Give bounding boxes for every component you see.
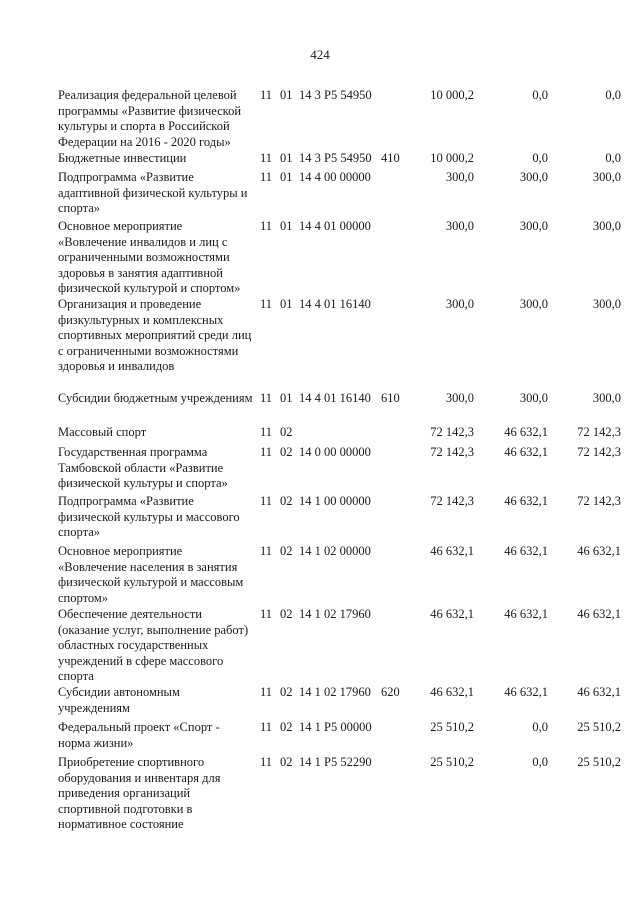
- row-target-article: 14 1 P5 52290: [299, 755, 372, 769]
- row-razdel: 11: [260, 494, 273, 508]
- row-amount-1: 300,0: [445, 170, 474, 184]
- row-razdel: 11: [260, 445, 273, 459]
- row-amount-2: 46 632,1: [504, 607, 548, 621]
- row-amount-2: 0,0: [532, 151, 548, 165]
- row-podrazdel: 02: [280, 494, 293, 508]
- row-amount-1: 46 632,1: [430, 607, 474, 621]
- row-podrazdel: 01: [280, 170, 293, 184]
- row-amount-3: 72 142,3: [577, 494, 621, 508]
- row-razdel: 11: [260, 607, 273, 621]
- row-amount-1: 72 142,3: [430, 494, 474, 508]
- row-name: Подпрограмма «Развитие адаптивной физической культуры и спорта»: [58, 170, 248, 216]
- row-amount-2: 300,0: [519, 297, 548, 311]
- row-amount-2: 46 632,1: [504, 494, 548, 508]
- row-amount-1: 46 632,1: [430, 544, 474, 558]
- row-name: Субсидии бюджетным учреждениям: [58, 391, 253, 405]
- row-amount-2: 300,0: [519, 391, 548, 405]
- row-target-article: 14 4 01 16140: [299, 391, 371, 405]
- row-podrazdel: 02: [280, 445, 293, 459]
- row-razdel: 11: [260, 720, 273, 734]
- row-amount-3: 72 142,3: [577, 445, 621, 459]
- row-amount-3: 25 510,2: [577, 720, 621, 734]
- row-podrazdel: 02: [280, 755, 293, 769]
- row-name: Государственная программа Тамбовской области «Развитие физической культуры и спорта»: [58, 445, 228, 491]
- row-target-article: 14 1 02 17960: [299, 607, 371, 621]
- row-target-article: 14 3 P5 54950: [299, 88, 372, 102]
- row-amount-1: 300,0: [445, 391, 474, 405]
- row-name: Приобретение спортивного оборудования и инвентаря для приведения организаций спортивной подготовки в нормативное состояние: [58, 755, 221, 832]
- row-name: Бюджетные инвестиции: [58, 151, 187, 165]
- row-amount-1: 300,0: [445, 219, 474, 233]
- row-amount-3: 300,0: [592, 170, 621, 184]
- row-amount-2: 46 632,1: [504, 425, 548, 439]
- row-name: Массовый спорт: [58, 425, 147, 439]
- row-name: Субсидии автономным учреждениям: [58, 685, 180, 715]
- row-podrazdel: 02: [280, 544, 293, 558]
- row-razdel: 11: [260, 219, 273, 233]
- row-name: Подпрограмма «Развитие физической культуры и массового спорта»: [58, 494, 240, 540]
- row-podrazdel: 02: [280, 720, 293, 734]
- row-name: Основное мероприятие «Вовлечение инвалидов и лиц с ограниченными возможностями здоровья в занятия адаптивной физической культурой и спортом»: [58, 219, 241, 296]
- row-target-article: 14 1 02 00000: [299, 544, 371, 558]
- row-name: Федеральный проект «Спорт - норма жизни»: [58, 720, 220, 750]
- row-amount-1: 25 510,2: [430, 720, 474, 734]
- row-amount-3: 25 510,2: [577, 755, 621, 769]
- row-amount-3: 300,0: [592, 391, 621, 405]
- row-amount-2: 46 632,1: [504, 445, 548, 459]
- row-amount-1: 10 000,2: [430, 151, 474, 165]
- row-amount-2: 300,0: [519, 170, 548, 184]
- row-podrazdel: 01: [280, 297, 293, 311]
- row-target-article: 14 1 P5 00000: [299, 720, 372, 734]
- row-podrazdel: 01: [280, 88, 293, 102]
- row-podrazdel: 01: [280, 151, 293, 165]
- row-amount-1: 25 510,2: [430, 755, 474, 769]
- row-name: Основное мероприятие «Вовлечение населения в занятия физической культурой и массовым спортом»: [58, 544, 244, 605]
- row-amount-2: 0,0: [532, 88, 548, 102]
- row-razdel: 11: [260, 425, 273, 439]
- row-name: Обеспечение деятельности (оказание услуг, выполнение работ) областных государственных учреждений в сфере массового спорта: [58, 607, 249, 684]
- row-podrazdel: 01: [280, 391, 293, 405]
- row-target-article: 14 1 00 00000: [299, 494, 371, 508]
- row-podrazdel: 02: [280, 425, 293, 439]
- row-podrazdel: 02: [280, 685, 293, 699]
- page-number: 424: [310, 47, 330, 62]
- row-amount-2: 300,0: [519, 219, 548, 233]
- row-amount-1: 10 000,2: [430, 88, 474, 102]
- row-target-article: 14 0 00 00000: [299, 445, 371, 459]
- row-podrazdel: 02: [280, 607, 293, 621]
- row-target-article: 14 4 00 00000: [299, 170, 371, 184]
- row-amount-3: 0,0: [605, 151, 621, 165]
- row-amount-3: 300,0: [592, 297, 621, 311]
- row-amount-3: 46 632,1: [577, 544, 621, 558]
- row-amount-3: 46 632,1: [577, 685, 621, 699]
- row-target-article: 14 1 02 17960: [299, 685, 371, 699]
- row-amount-1: 72 142,3: [430, 425, 474, 439]
- row-razdel: 11: [260, 88, 273, 102]
- row-amount-1: 72 142,3: [430, 445, 474, 459]
- row-amount-2: 0,0: [532, 755, 548, 769]
- row-amount-3: 72 142,3: [577, 425, 621, 439]
- row-razdel: 11: [260, 151, 273, 165]
- row-amount-3: 0,0: [605, 88, 621, 102]
- row-amount-1: 46 632,1: [430, 685, 474, 699]
- row-razdel: 11: [260, 297, 273, 311]
- row-expense-type: 610: [381, 391, 400, 405]
- row-amount-3: 46 632,1: [577, 607, 621, 621]
- row-expense-type: 620: [381, 685, 400, 699]
- row-razdel: 11: [260, 755, 273, 769]
- row-target-article: 14 4 01 00000: [299, 219, 371, 233]
- row-razdel: 11: [260, 685, 273, 699]
- row-amount-1: 300,0: [445, 297, 474, 311]
- row-amount-2: 0,0: [532, 720, 548, 734]
- row-podrazdel: 01: [280, 219, 293, 233]
- row-razdel: 11: [260, 170, 273, 184]
- row-amount-3: 300,0: [592, 219, 621, 233]
- row-expense-type: 410: [381, 151, 400, 165]
- row-name: Реализация федеральной целевой программы «Развитие физической культуры и спорта в Российской Федерации на 2016 - 2020 годы»: [58, 88, 242, 149]
- row-razdel: 11: [260, 391, 273, 405]
- row-razdel: 11: [260, 544, 273, 558]
- row-target-article: 14 4 01 16140: [299, 297, 371, 311]
- row-name: Организация и проведение физкультурных и комплексных спортивных мероприятий среди лиц с ограниченными возможностями здоровья и инвалидов: [58, 297, 252, 374]
- row-amount-2: 46 632,1: [504, 544, 548, 558]
- row-amount-2: 46 632,1: [504, 685, 548, 699]
- row-target-article: 14 3 P5 54950: [299, 151, 372, 165]
